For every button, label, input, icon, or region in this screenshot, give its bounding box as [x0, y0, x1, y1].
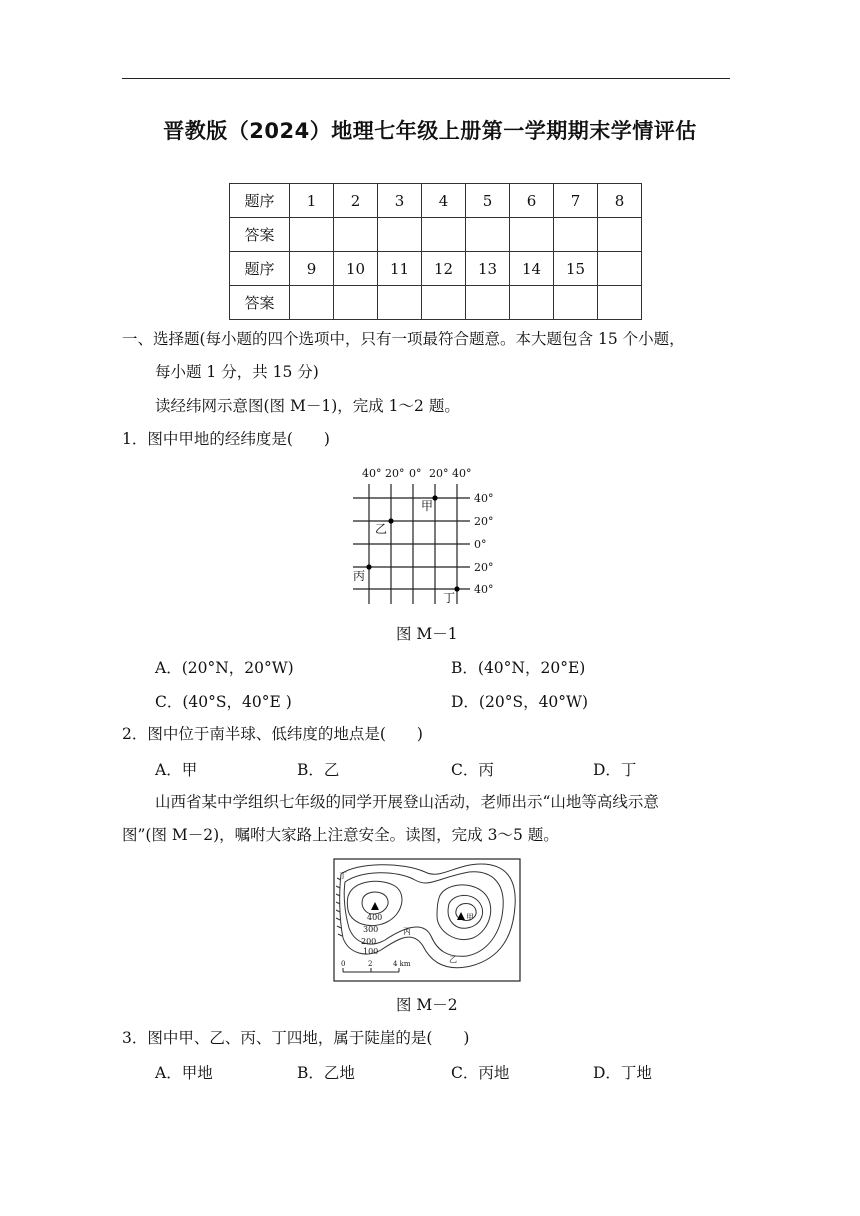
answer-cell[interactable]	[290, 218, 334, 252]
answer-table	[229, 183, 642, 320]
q3-option-c[interactable]: C．丙地	[451, 1064, 510, 1082]
answer-cell[interactable]	[554, 286, 598, 320]
table-cell: 4	[422, 184, 466, 218]
table-cell: 15	[554, 252, 598, 286]
lat-label: 40°	[474, 583, 494, 596]
answer-cell[interactable]	[466, 218, 510, 252]
answer-cell[interactable]	[290, 286, 334, 320]
point-ding-label: 丁	[443, 591, 456, 605]
q2-option-d[interactable]: D．丁	[593, 761, 637, 779]
lat-label: 20°	[474, 561, 494, 574]
answer-cell[interactable]	[510, 286, 554, 320]
q3-option-d[interactable]: D．丁地	[593, 1064, 652, 1082]
point-jia-label: 甲	[421, 499, 434, 513]
lon-label: 20°	[429, 467, 449, 480]
page-title: 晋教版（2024）地理七年级上册第一学期期末学情评估	[163, 119, 697, 143]
q1-option-a[interactable]: A．(20°N，20°W)	[155, 659, 294, 677]
q2-option-b[interactable]: B．乙	[297, 761, 340, 779]
table-row	[230, 184, 642, 218]
q3-option-a[interactable]: A．甲地	[155, 1064, 213, 1082]
q2-option-a[interactable]: A．甲	[155, 761, 198, 779]
point-bing-dot	[366, 564, 371, 569]
table-row	[230, 218, 642, 252]
lon-label: 40°	[452, 467, 472, 480]
point-bing-label: 丙	[353, 569, 366, 583]
lat-label: 0°	[474, 538, 487, 551]
lat-label: 20°	[474, 515, 494, 528]
place-ding-label: 丁	[339, 871, 347, 880]
table-cell: 6	[510, 184, 554, 218]
point-jia-dot	[432, 495, 437, 500]
scale-label: 0	[341, 960, 346, 968]
answer-cell[interactable]	[554, 218, 598, 252]
table-cell: 9	[290, 252, 334, 286]
section-intro: 读经纬网示意图(图 M－1)，完成 1～2 题。	[155, 397, 460, 415]
place-yi-label: 乙	[449, 955, 457, 964]
table-cell: 3	[378, 184, 422, 218]
q3-option-b[interactable]: B．乙地	[297, 1064, 355, 1082]
answer-cell[interactable]	[334, 286, 378, 320]
table-row	[230, 252, 642, 286]
table-cell: 答案	[230, 286, 290, 320]
table-cell: 12	[422, 252, 466, 286]
top-rule	[122, 78, 730, 79]
passage-line-2: 图”(图 M－2)，嘱咐大家路上注意安全。读图，完成 3～5 题。	[122, 826, 559, 844]
answer-cell[interactable]	[466, 286, 510, 320]
table-cell: 13	[466, 252, 510, 286]
table-cell: 11	[378, 252, 422, 286]
scale-label: 2	[368, 960, 373, 968]
table-cell	[598, 252, 642, 286]
answer-cell[interactable]	[422, 286, 466, 320]
table-cell: 14	[510, 252, 554, 286]
contour-label: 300	[363, 925, 379, 934]
answer-cell[interactable]	[378, 286, 422, 320]
table-cell: 答案	[230, 218, 290, 252]
answer-cell[interactable]	[598, 218, 642, 252]
q2-option-c[interactable]: C．丙	[451, 761, 494, 779]
lon-label: 20°	[385, 467, 405, 480]
contour-label: 100	[363, 947, 379, 956]
table-cell: 10	[334, 252, 378, 286]
answer-cell[interactable]	[510, 218, 554, 252]
question-2-stem: 2．图中位于南半球、低纬度的地点是( )	[122, 725, 423, 743]
q1-option-b[interactable]: B．(40°N，20°E)	[451, 659, 586, 677]
lon-label: 0°	[409, 467, 422, 480]
scale-label: 4 km	[393, 960, 411, 968]
answer-cell[interactable]	[334, 218, 378, 252]
contour-label: 200	[361, 937, 377, 946]
grid-lines	[353, 484, 470, 604]
place-jia-label: 甲	[466, 913, 474, 922]
place-bing-label: 丙	[403, 927, 411, 936]
section-heading-cont: 每小题 1 分，共 15 分)	[155, 363, 319, 381]
figure-m2-contour-map	[333, 858, 521, 982]
answer-cell[interactable]	[422, 218, 466, 252]
point-yi-label: 乙	[375, 522, 388, 536]
q1-option-d[interactable]: D．(20°S，40°W)	[451, 693, 589, 711]
table-cell: 2	[334, 184, 378, 218]
q1-option-c[interactable]: C．(40°S，40°E )	[155, 693, 292, 711]
question-3-stem: 3．图中甲、乙、丙、丁四地，属于陡崖的是( )	[122, 1029, 470, 1047]
question-1-stem: 1．图中甲地的经纬度是( )	[122, 430, 330, 448]
figure-m2-caption: 图 M－2	[396, 996, 458, 1014]
table-row	[230, 286, 642, 320]
table-cell: 5	[466, 184, 510, 218]
section-heading: 一、选择题(每小题的四个选项中，只有一项最符合题意。本大题包含 15 个小题，	[122, 330, 685, 348]
contour-label: 400	[367, 913, 383, 922]
table-cell: 8	[598, 184, 642, 218]
point-yi-dot	[388, 518, 393, 523]
lat-label: 40°	[474, 492, 494, 505]
figure-m1-caption: 图 M－1	[396, 625, 458, 643]
point-ding-dot	[454, 586, 459, 591]
table-cell: 1	[290, 184, 334, 218]
passage-line-1: 山西省某中学组织七年级的同学开展登山活动，老师出示“山地等高线示意	[155, 793, 659, 811]
lon-label: 40°	[362, 467, 382, 480]
table-cell: 题序	[230, 184, 290, 218]
table-cell: 题序	[230, 252, 290, 286]
answer-cell[interactable]	[598, 286, 642, 320]
table-cell: 7	[554, 184, 598, 218]
answer-cell[interactable]	[378, 218, 422, 252]
figure-m1-grid	[345, 462, 505, 608]
